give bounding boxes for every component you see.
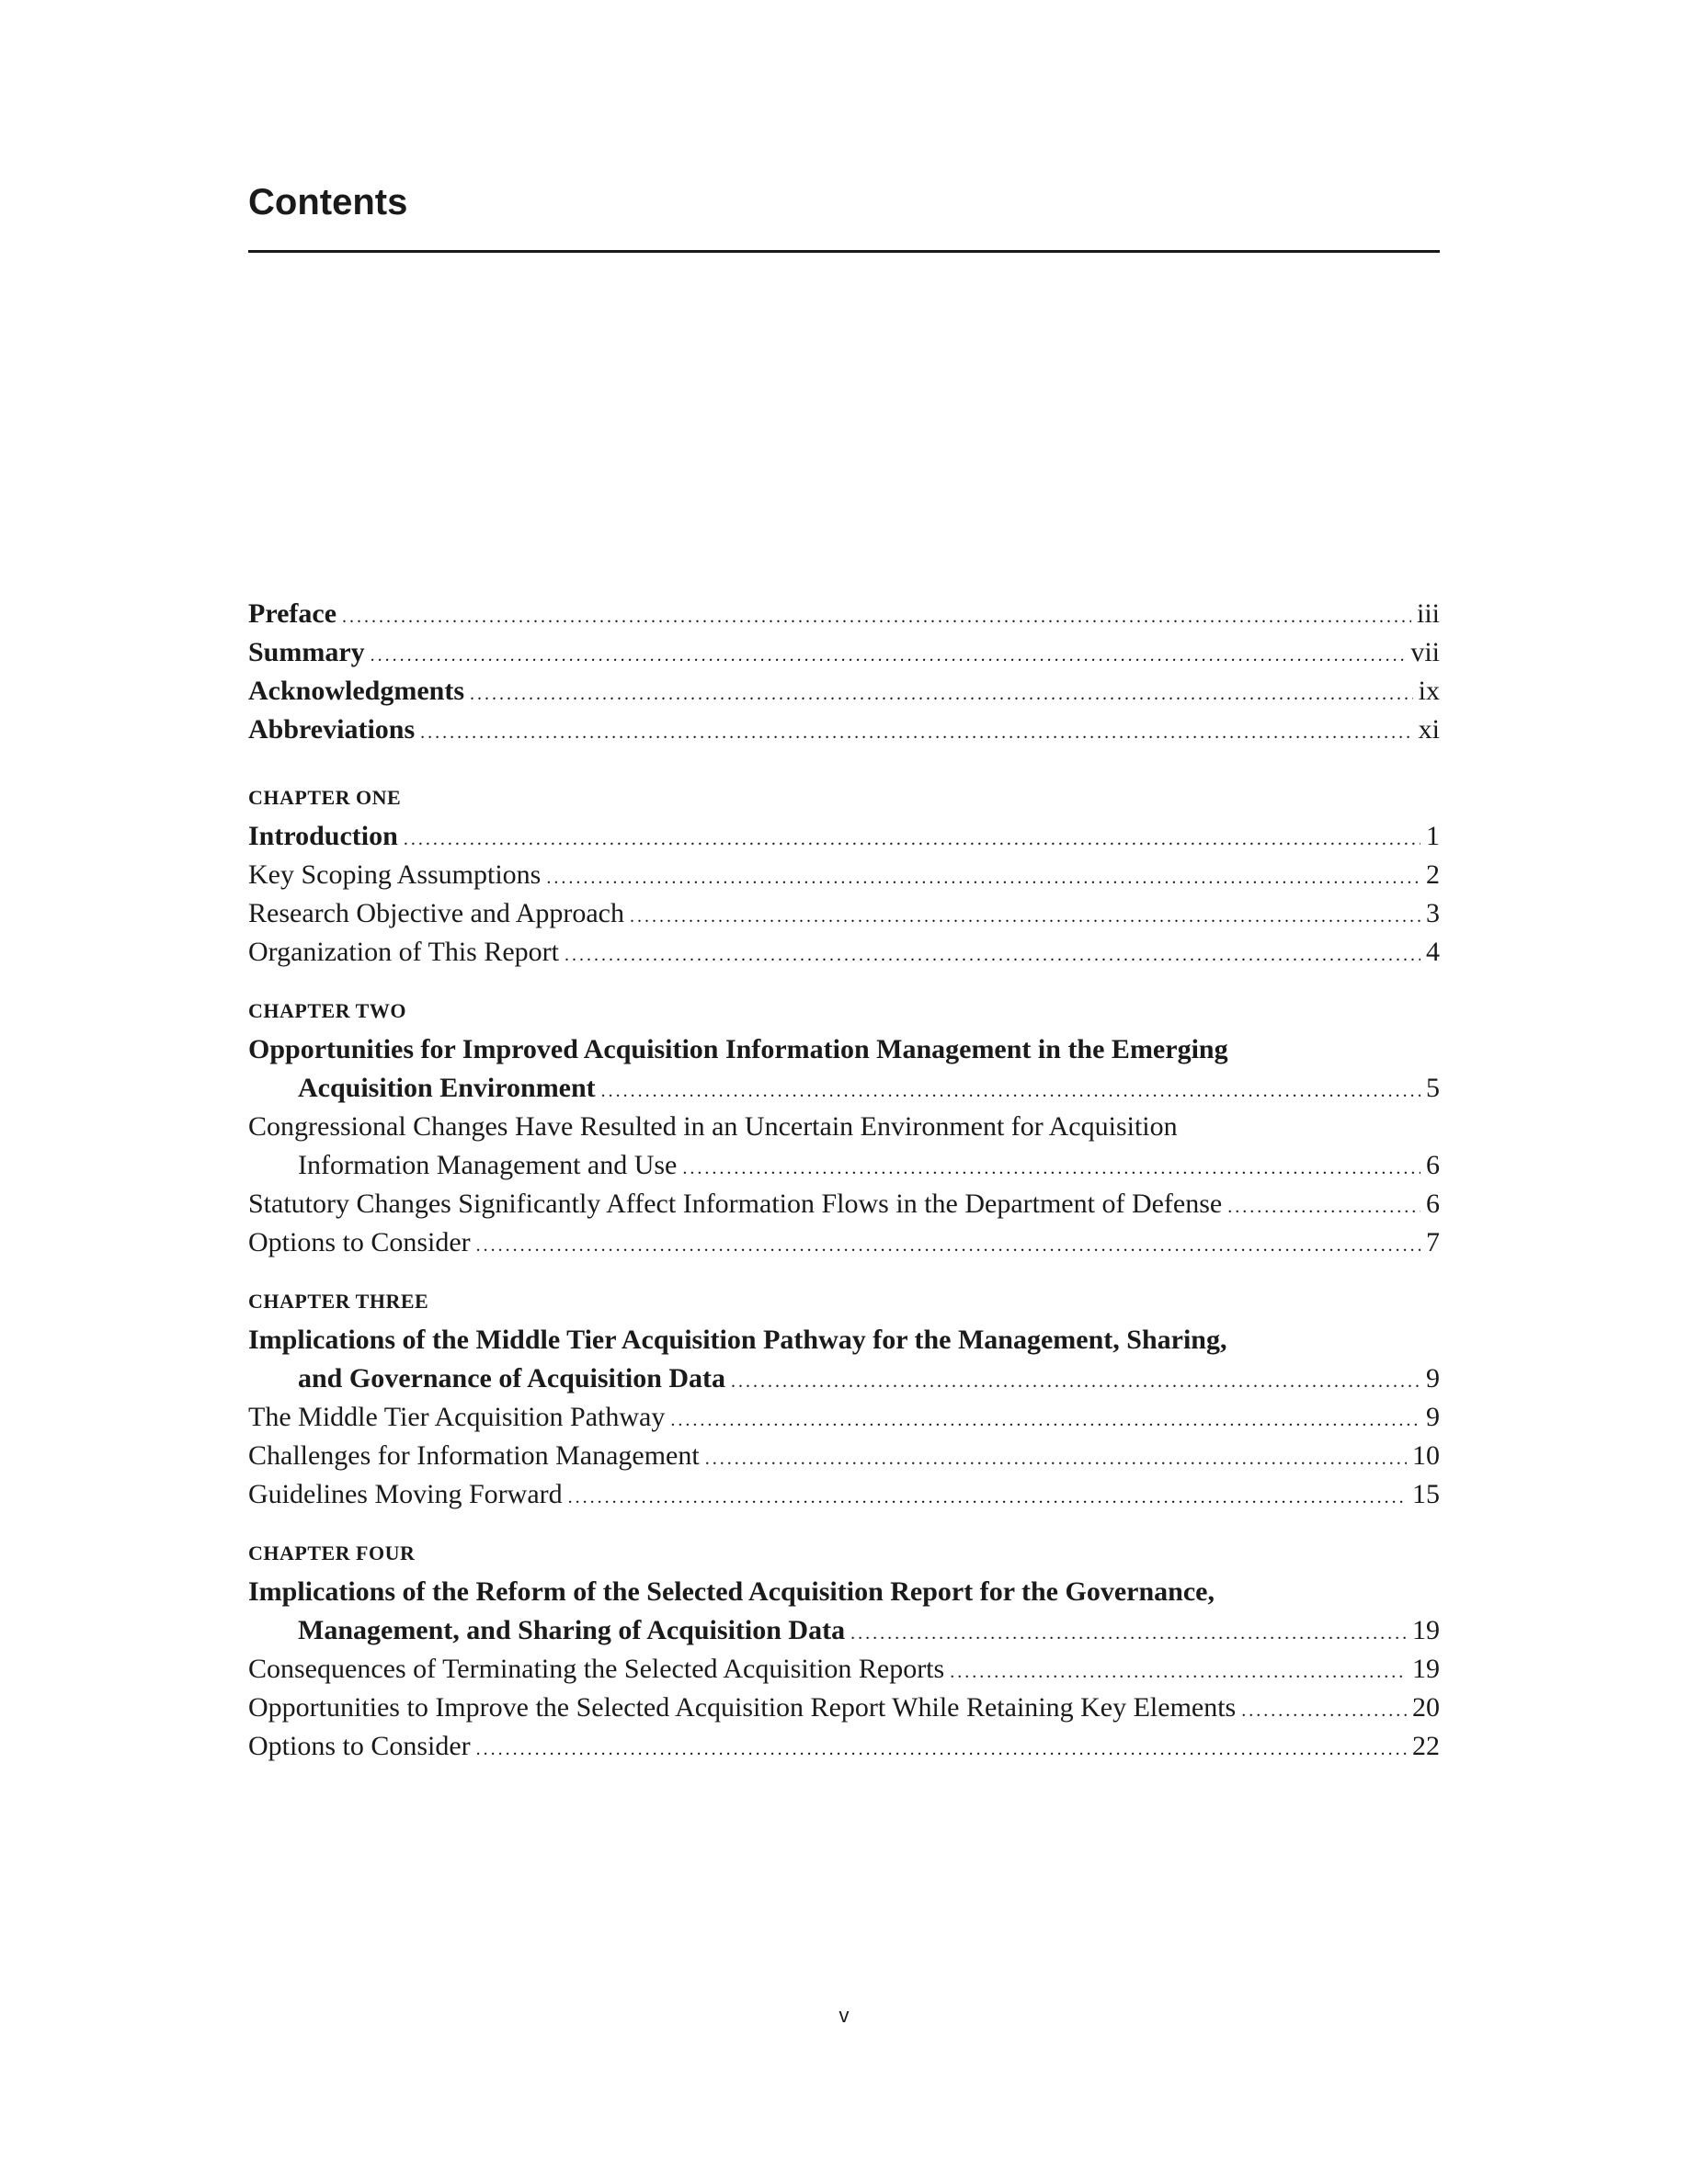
toc-entry-label: Preface [248,598,337,629]
toc-entry-label: Abbreviations [248,714,416,745]
toc-chapter-title[interactable] [248,817,1440,856]
chapter-label: CHAPTER ONE [248,786,402,809]
toc-section-entry[interactable] [248,1650,1440,1689]
toc-page-number: 9 [1426,1363,1440,1393]
toc-page-number: 7 [1426,1227,1440,1257]
chapter-label: CHAPTER THREE [248,1290,429,1313]
toc-entry-label: Acquisition Environment [298,1073,596,1103]
toc-entry-label: Key Scoping Assumptions [248,859,542,890]
chapter-label: CHAPTER TWO [248,999,406,1022]
toc-page-number: 15 [1412,1479,1440,1509]
toc-entry-acknowledgments[interactable] [248,672,1440,711]
toc-entry-label: Management, and Sharing of Acquisition Data [298,1615,846,1645]
toc-page-number: 19 [1412,1654,1440,1684]
toc-entry-preface[interactable] [248,595,1440,633]
toc-entry-label: Acknowledgments [248,676,465,706]
dot-leader [630,897,1420,936]
toc-section-entry[interactable] [248,856,1440,894]
toc-page-number: 1 [1426,821,1440,851]
dot-leader [950,1653,1407,1691]
dot-leader [470,675,1413,713]
toc-page-number: 6 [1426,1189,1440,1219]
toc-page-number: 4 [1426,937,1440,967]
toc-page-number: 3 [1426,898,1440,928]
toc-entry-label: Options to Consider [248,1731,471,1761]
chapter-label: CHAPTER FOUR [248,1541,416,1564]
toc-entry-label: Challenges for Information Management [248,1440,700,1471]
toc-entry-label: Consequences of Terminating the Selected Acquisition Reports [248,1654,945,1684]
toc-chapter-title-line1[interactable]: Opportunities for Improved Acquisition Information Management in the Emerging [248,1034,1228,1064]
toc-chapter-title-line1[interactable]: Implications of the Reform of the Selected Acquisition Report for the Governance, [248,1576,1215,1607]
toc-entry-label: Summary [248,637,365,667]
toc-entry-label: Organization of This Report [248,937,559,967]
toc-entry-label: Opportunities to Improve the Selected Acquisition Report While Retaining Key Elements [248,1692,1237,1723]
dot-leader [601,1072,1420,1110]
dot-leader [565,936,1420,974]
dot-leader [546,859,1420,897]
toc-page-number: iii [1416,598,1440,629]
dot-leader [371,636,1406,675]
toc-page-number: 5 [1426,1073,1440,1103]
toc-entry-label: The Middle Tier Acquisition Pathway [248,1402,666,1432]
toc-entry-summary[interactable] [248,633,1440,672]
toc-entry-label: Guidelines Moving Forward [248,1479,563,1509]
dot-leader [670,1401,1420,1439]
dot-leader [568,1478,1407,1517]
toc-section-entry[interactable] [248,1475,1440,1514]
page-number: v [838,2004,850,2027]
toc-section-entry[interactable] [248,894,1440,933]
toc-section-entry[interactable] [248,1727,1440,1766]
toc-page-number: 10 [1412,1440,1440,1471]
toc-page-number: ix [1418,676,1440,706]
toc-entry-label: Introduction [248,821,398,851]
toc-page-number: 19 [1412,1615,1440,1645]
toc-section-entry[interactable] [248,933,1440,972]
toc-page-number: xi [1418,714,1440,745]
dot-leader [420,713,1413,752]
dot-leader [476,1730,1407,1769]
dot-leader [476,1226,1420,1265]
toc-section-entry-line1[interactable]: Congressional Changes Have Resulted in an Uncertain Environment for Acquisition [248,1111,1178,1142]
title-rule [248,250,1440,253]
toc-entry-label: Options to Consider [248,1227,471,1257]
dot-leader [682,1149,1420,1188]
dot-leader [705,1439,1407,1478]
dot-leader [342,597,1411,636]
dot-leader [1241,1691,1407,1730]
toc-entry-label: Information Management and Use [298,1150,678,1180]
toc-chapter-title[interactable] [248,1611,1440,1650]
toc-entry-label: Research Objective and Approach [248,898,624,928]
toc-section-entry[interactable] [248,1689,1440,1727]
toc-page-number: 6 [1426,1150,1440,1180]
toc-page-number: vii [1410,637,1440,667]
toc-section-entry[interactable] [248,1223,1440,1262]
dot-leader [1227,1188,1420,1226]
toc-section-entry[interactable] [248,1146,1440,1185]
page-title: Contents [248,182,408,222]
toc-chapter-title-line1[interactable]: Implications of the Middle Tier Acquisition Pathway for the Management, Sharing, [248,1325,1227,1355]
toc-section-entry[interactable] [248,1398,1440,1437]
toc-section-entry[interactable] [248,1185,1440,1223]
toc-entry-label: Statutory Changes Significantly Affect Information Flows in the Department of Defense [248,1189,1223,1219]
toc-page-number: 9 [1426,1402,1440,1432]
toc-chapter-title[interactable] [248,1359,1440,1398]
dot-leader [404,820,1420,859]
toc-page-number: 20 [1412,1692,1440,1723]
table-of-contents [248,595,1440,1766]
toc-entry-label: and Governance of Acquisition Data [298,1363,726,1393]
toc-section-entry[interactable] [248,1437,1440,1475]
toc-entry-abbreviations[interactable] [248,711,1440,749]
toc-chapter-title[interactable] [248,1069,1440,1108]
dot-leader [731,1362,1420,1401]
dot-leader [850,1614,1407,1653]
toc-page-number: 22 [1412,1731,1440,1761]
toc-page-number: 2 [1426,859,1440,890]
